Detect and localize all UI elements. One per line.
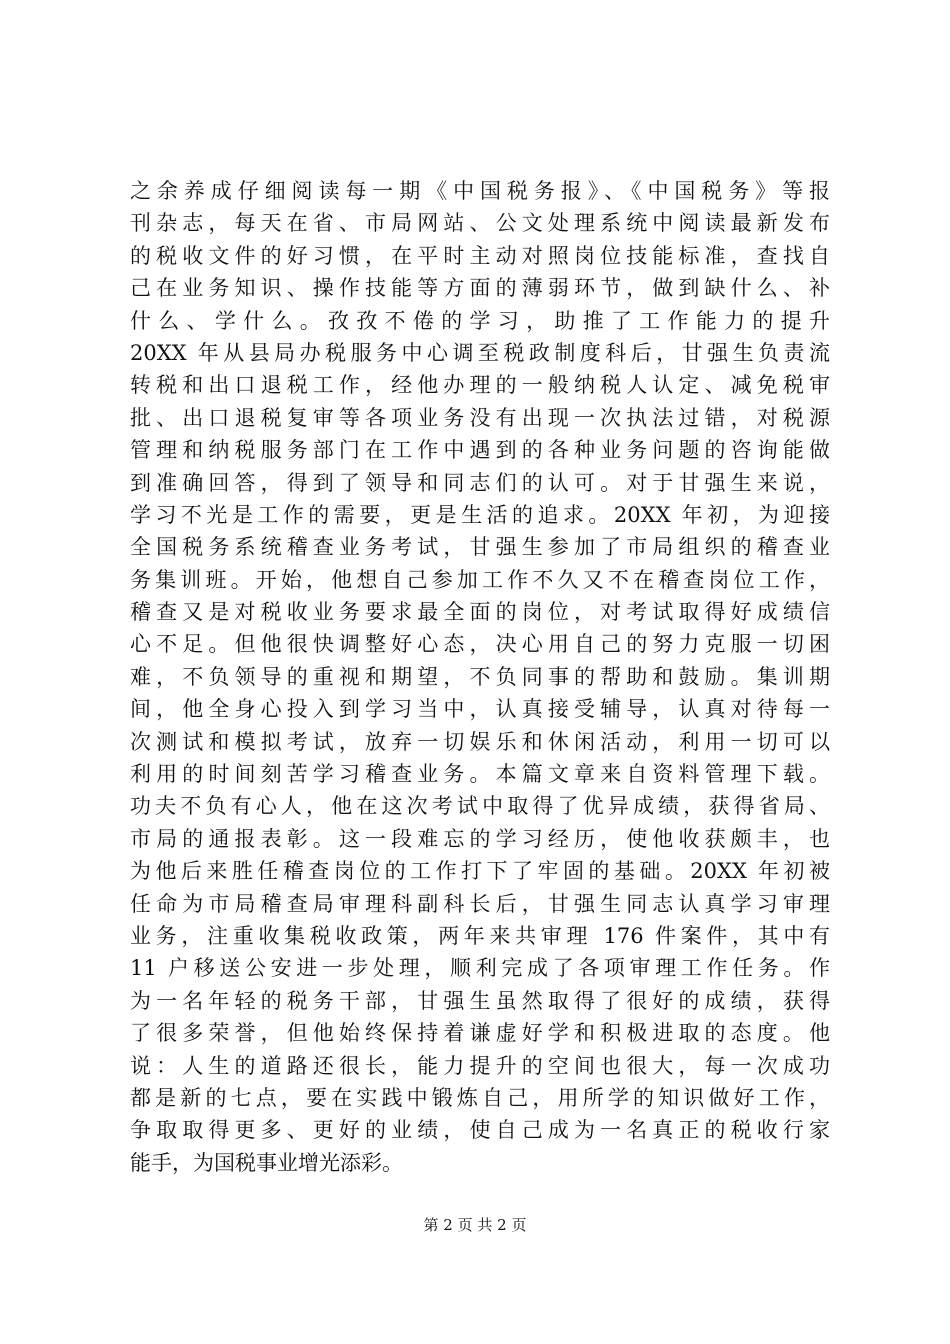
text-line-13: 务集训班。开始，他想自己参加工作不久又不在稽查岗位工作， [130, 567, 830, 592]
text-line-27: 了很多荣誉，但他始终保持着谦虚好学和积极进取的态度。他 [130, 1021, 830, 1046]
text-line-12: 全国税务系统稽查业务考试，甘强生参加了市局组织的稽查业 [130, 535, 830, 560]
text-line-7: 转税和出口退税工作，经他办理的一般纳税人认定、减免税审 [130, 373, 830, 398]
text-line-30: 争取取得更多、更好的业绩，使自己成为一名真正的税收行家 [130, 1118, 830, 1143]
text-line-24: 业务，注重收集税收政策，两年来共审理 176 件案件，其中有 [130, 923, 830, 948]
text-line-19: 利用的时间刻苦学习稽查业务。本篇文章来自资料管理下载。 [130, 762, 830, 787]
text-line-16: 难，不负领导的重视和期望，不负同事的帮助和鼓励。集训期 [130, 664, 830, 689]
text-line-2: 刊杂志，每天在省、市局网站、公文处理系统中阅读最新发布 [130, 211, 830, 236]
text-line-8: 批、出口退税复审等各项业务没有出现一次执法过错，对税源 [130, 405, 830, 430]
text-line-28: 说：人生的道路还很长，能力提升的空间也很大，每一次成功 [130, 1053, 830, 1078]
text-line-17: 间，他全身心投入到学习当中，认真接受辅导，认真对待每一 [130, 697, 830, 722]
text-line-4: 己在业务知识、操作技能等方面的薄弱环节，做到缺什么、补 [130, 276, 830, 301]
text-line-6: 20XX 年从县局办税服务中心调至税政制度科后，甘强生负责流 [130, 340, 830, 365]
text-line-21: 市局的通报表彰。这一段难忘的学习经历，使他收获颇丰，也 [130, 826, 830, 851]
text-line-1: 之余养成仔细阅读每一期《中国税务报》、《中国税务》等报 [130, 179, 830, 203]
text-line-11: 学习不光是工作的需要，更是生活的追求。20XX 年初，为迎接 [130, 502, 830, 527]
text-line-10: 到准确回答，得到了领导和同志们的认可。对于甘强生来说， [130, 470, 830, 495]
text-line-5: 什么、学什么。孜孜不倦的学习，助推了工作能力的提升 [130, 308, 830, 333]
text-line-20: 功夫不负有心人，他在这次考试中取得了优异成绩，获得省局、 [130, 794, 830, 819]
text-line-9: 管理和纳税服务部门在工作中遇到的各种业务问题的咨询能做 [130, 438, 830, 463]
text-line-22: 为他后来胜任稽查岗位的工作打下了牢固的基础。20XX 年初被 [130, 859, 830, 884]
body-paragraph [130, 175, 830, 1179]
text-line-26: 为一名年轻的税务干部，甘强生虽然取得了很好的成绩，获得 [130, 988, 830, 1013]
text-line-25: 11 户移送公安进一步处理，顺利完成了各项审理工作任务。作 [130, 956, 830, 981]
text-line-18: 次测试和模拟考试，放弃一切娱乐和休闲活动，利用一切可以 [130, 729, 830, 754]
text-line-15: 心不足。但他很快调整好心态，决心用自己的努力克服一切困 [130, 632, 830, 657]
page-footer: 第 2 页 共 2 页 [423, 1216, 527, 1234]
text-line-14: 稽查又是对税收业务要求最全面的岗位，对考试取得好成绩信 [130, 600, 830, 625]
text-line-3: 的税收文件的好习惯，在平时主动对照岗位技能标准，查找自 [130, 243, 830, 268]
text-line-29: 都是新的七点，要在实践中锻炼自己，用所学的知识做好工作， [130, 1085, 830, 1110]
text-line-23: 任命为市局稽查局审理科副科长后，甘强生同志认真学习审理 [130, 891, 830, 916]
text-line-31: 能手，为国税事业增光添彩。 [130, 1150, 403, 1175]
